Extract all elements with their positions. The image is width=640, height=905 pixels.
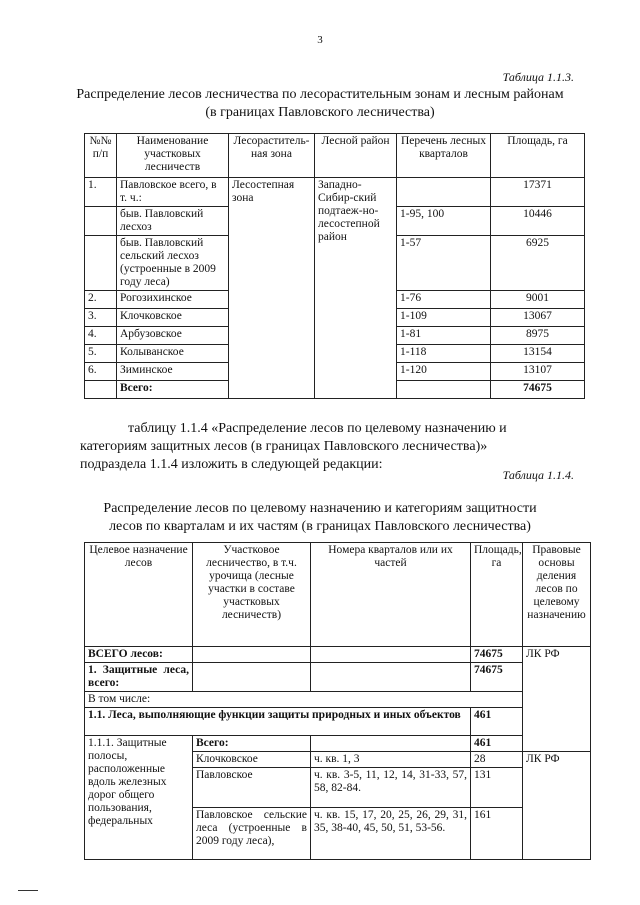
- row-quarters: ч. кв. 15, 17, 20, 25, 26, 29, 31, 35, 38-40, 45, 50, 51, 53-56.: [311, 808, 471, 860]
- legal-basis-cell-2: ЛК РФ: [523, 752, 591, 860]
- row-num: 4.: [85, 327, 117, 345]
- row-quarters: 1-81: [397, 327, 491, 345]
- table1-caption: Таблица 1.1.3.: [502, 70, 574, 84]
- row-num: 2.: [85, 291, 117, 309]
- row-area: 13154: [491, 345, 585, 363]
- protective-number: 1.: [88, 664, 97, 676]
- page-number: 3: [317, 34, 323, 46]
- row-num: [85, 207, 117, 236]
- row-name: Колыванское: [117, 345, 229, 363]
- row-num: 1.: [85, 178, 117, 207]
- row-num: [85, 236, 117, 291]
- section-1-1-value: 461: [471, 708, 523, 736]
- row-name: Арбузовское: [117, 327, 229, 345]
- table1-header-num: №№ п/п: [85, 134, 117, 178]
- table1-header-area: Площадь, га: [491, 134, 585, 178]
- total-forests-label: ВСЕГО лесов:: [85, 647, 193, 663]
- row-quarters: ч. кв. 3-5, 11, 12, 14, 31-33, 57, 58, 82-84.: [311, 768, 471, 808]
- table2-total-row: [85, 647, 591, 663]
- table1-header-name: Наименование участковых лесничеств: [117, 134, 229, 178]
- table1-title: [60, 86, 580, 122]
- table2-header-legal: Правовые основы деления лесов по целевому назначению: [523, 543, 591, 647]
- row-area: 13107: [491, 363, 585, 381]
- protective-value: 74675: [471, 663, 523, 692]
- row-quarters: [397, 178, 491, 207]
- purpose-1-1-1: 1.1.1. Защитные полосы, расположенные вдоль железных дорог общего пользования, федеральных: [85, 736, 193, 860]
- row-quarters: 1-120: [397, 363, 491, 381]
- table2-header-row: [85, 543, 591, 647]
- row-forestry: Клочковское: [193, 752, 311, 768]
- table2: [84, 542, 591, 860]
- table1-total-value: 74675: [491, 381, 585, 399]
- row-forestry: Павловское сельские леса (устроенные в 2009 году леса),: [193, 808, 311, 860]
- table1-total-label: Всего:: [117, 381, 229, 399]
- table1-region-cell: Западно-Сибир-ский подтаеж-но-лесостепной район: [315, 178, 397, 399]
- row-area: 9001: [491, 291, 585, 309]
- table2-header-purpose: Целевое назначение лесов: [85, 543, 193, 647]
- row-area: 161: [471, 808, 523, 860]
- paragraph-line3: подраздела 1.1.4 изложить в следующей редакции:: [80, 457, 383, 472]
- row-name: Клочковское: [117, 309, 229, 327]
- row-area: 8975: [491, 327, 585, 345]
- row-area: 13067: [491, 309, 585, 327]
- table1: [84, 133, 585, 399]
- row-area: 17371: [491, 178, 585, 207]
- table2-header-forestry: Участковое лесничество, в т.ч. урочища (лесные участки в составе участковых лесничеств): [193, 543, 311, 647]
- row-name: Павловское всего, в т. ч.:: [117, 178, 229, 207]
- row-num: 3.: [85, 309, 117, 327]
- legal-basis-cell: ЛК РФ: [523, 647, 591, 752]
- row-num: 5.: [85, 345, 117, 363]
- table-row: [85, 178, 585, 207]
- table1-title-line1: Распределение лесов лесничества по лесорастительным зонам и лесным районам: [76, 87, 564, 102]
- section-1-1-label: 1.1. Леса, выполняющие функции защиты природных и иных объектов: [85, 708, 471, 736]
- table1-header-region: Лесной район: [315, 134, 397, 178]
- row-area: 10446: [491, 207, 585, 236]
- row-area: 28: [471, 752, 523, 768]
- row-quarters: 1-118: [397, 345, 491, 363]
- table2-subtotal-row: [85, 736, 591, 752]
- table2-section-row: [85, 708, 591, 736]
- footer-divider: [18, 890, 38, 891]
- subtotal-value: 461: [471, 736, 523, 752]
- protective-label: [85, 663, 193, 692]
- table2-title-line2: лесов по кварталам и их частям (в границах Павловского лесничества): [109, 519, 531, 534]
- row-quarters: 1-95, 100: [397, 207, 491, 236]
- including-label: В том числе:: [85, 692, 523, 708]
- row-area: 131: [471, 768, 523, 808]
- row-forestry: Павловское: [193, 768, 311, 808]
- table2-caption: Таблица 1.1.4.: [502, 468, 574, 482]
- row-quarters: ч. кв. 1, 3: [311, 752, 471, 768]
- table2-header-quarters: Номера кварталов или их частей: [311, 543, 471, 647]
- row-quarters: 1-57: [397, 236, 491, 291]
- table1-title-line2: (в границах Павловского лесничества): [205, 105, 435, 120]
- table2-title-line1: Распределение лесов по целевому назначению и категориям защитности: [103, 501, 537, 516]
- table1-header-zone: Лесораститель-ная зона: [229, 134, 315, 178]
- subtotal-label: Всего:: [193, 736, 311, 752]
- row-quarters: 1-76: [397, 291, 491, 309]
- row-name: быв. Павловский сельский лесхоз (устроенные в 2009 году леса): [117, 236, 229, 291]
- table2-protective-row: [85, 663, 591, 692]
- row-name: быв. Павловский лесхоз: [117, 207, 229, 236]
- row-name: Зиминское: [117, 363, 229, 381]
- protective-text: Защитные леса, всего:: [88, 664, 189, 689]
- row-num: 6.: [85, 363, 117, 381]
- row-area: 6925: [491, 236, 585, 291]
- paragraph-line1: таблицу 1.1.4 «Распределение лесов по целевому назначению и: [128, 421, 507, 436]
- table1-zone-cell: Лесостепная зона: [229, 178, 315, 399]
- table2-title: [60, 500, 580, 536]
- row-quarters: 1-109: [397, 309, 491, 327]
- body-paragraph: [80, 420, 590, 474]
- table1-header-quarters: Перечень лесных кварталов: [397, 134, 491, 178]
- table2-header-area: Площадь, га: [471, 543, 523, 647]
- table2-including-row: [85, 692, 591, 708]
- total-forests-value: 74675: [471, 647, 523, 663]
- row-name: Рогозихинское: [117, 291, 229, 309]
- paragraph-line2: категориям защитных лесов (в границах Павловского лесничества)»: [80, 439, 488, 454]
- table1-header-row: [85, 134, 585, 178]
